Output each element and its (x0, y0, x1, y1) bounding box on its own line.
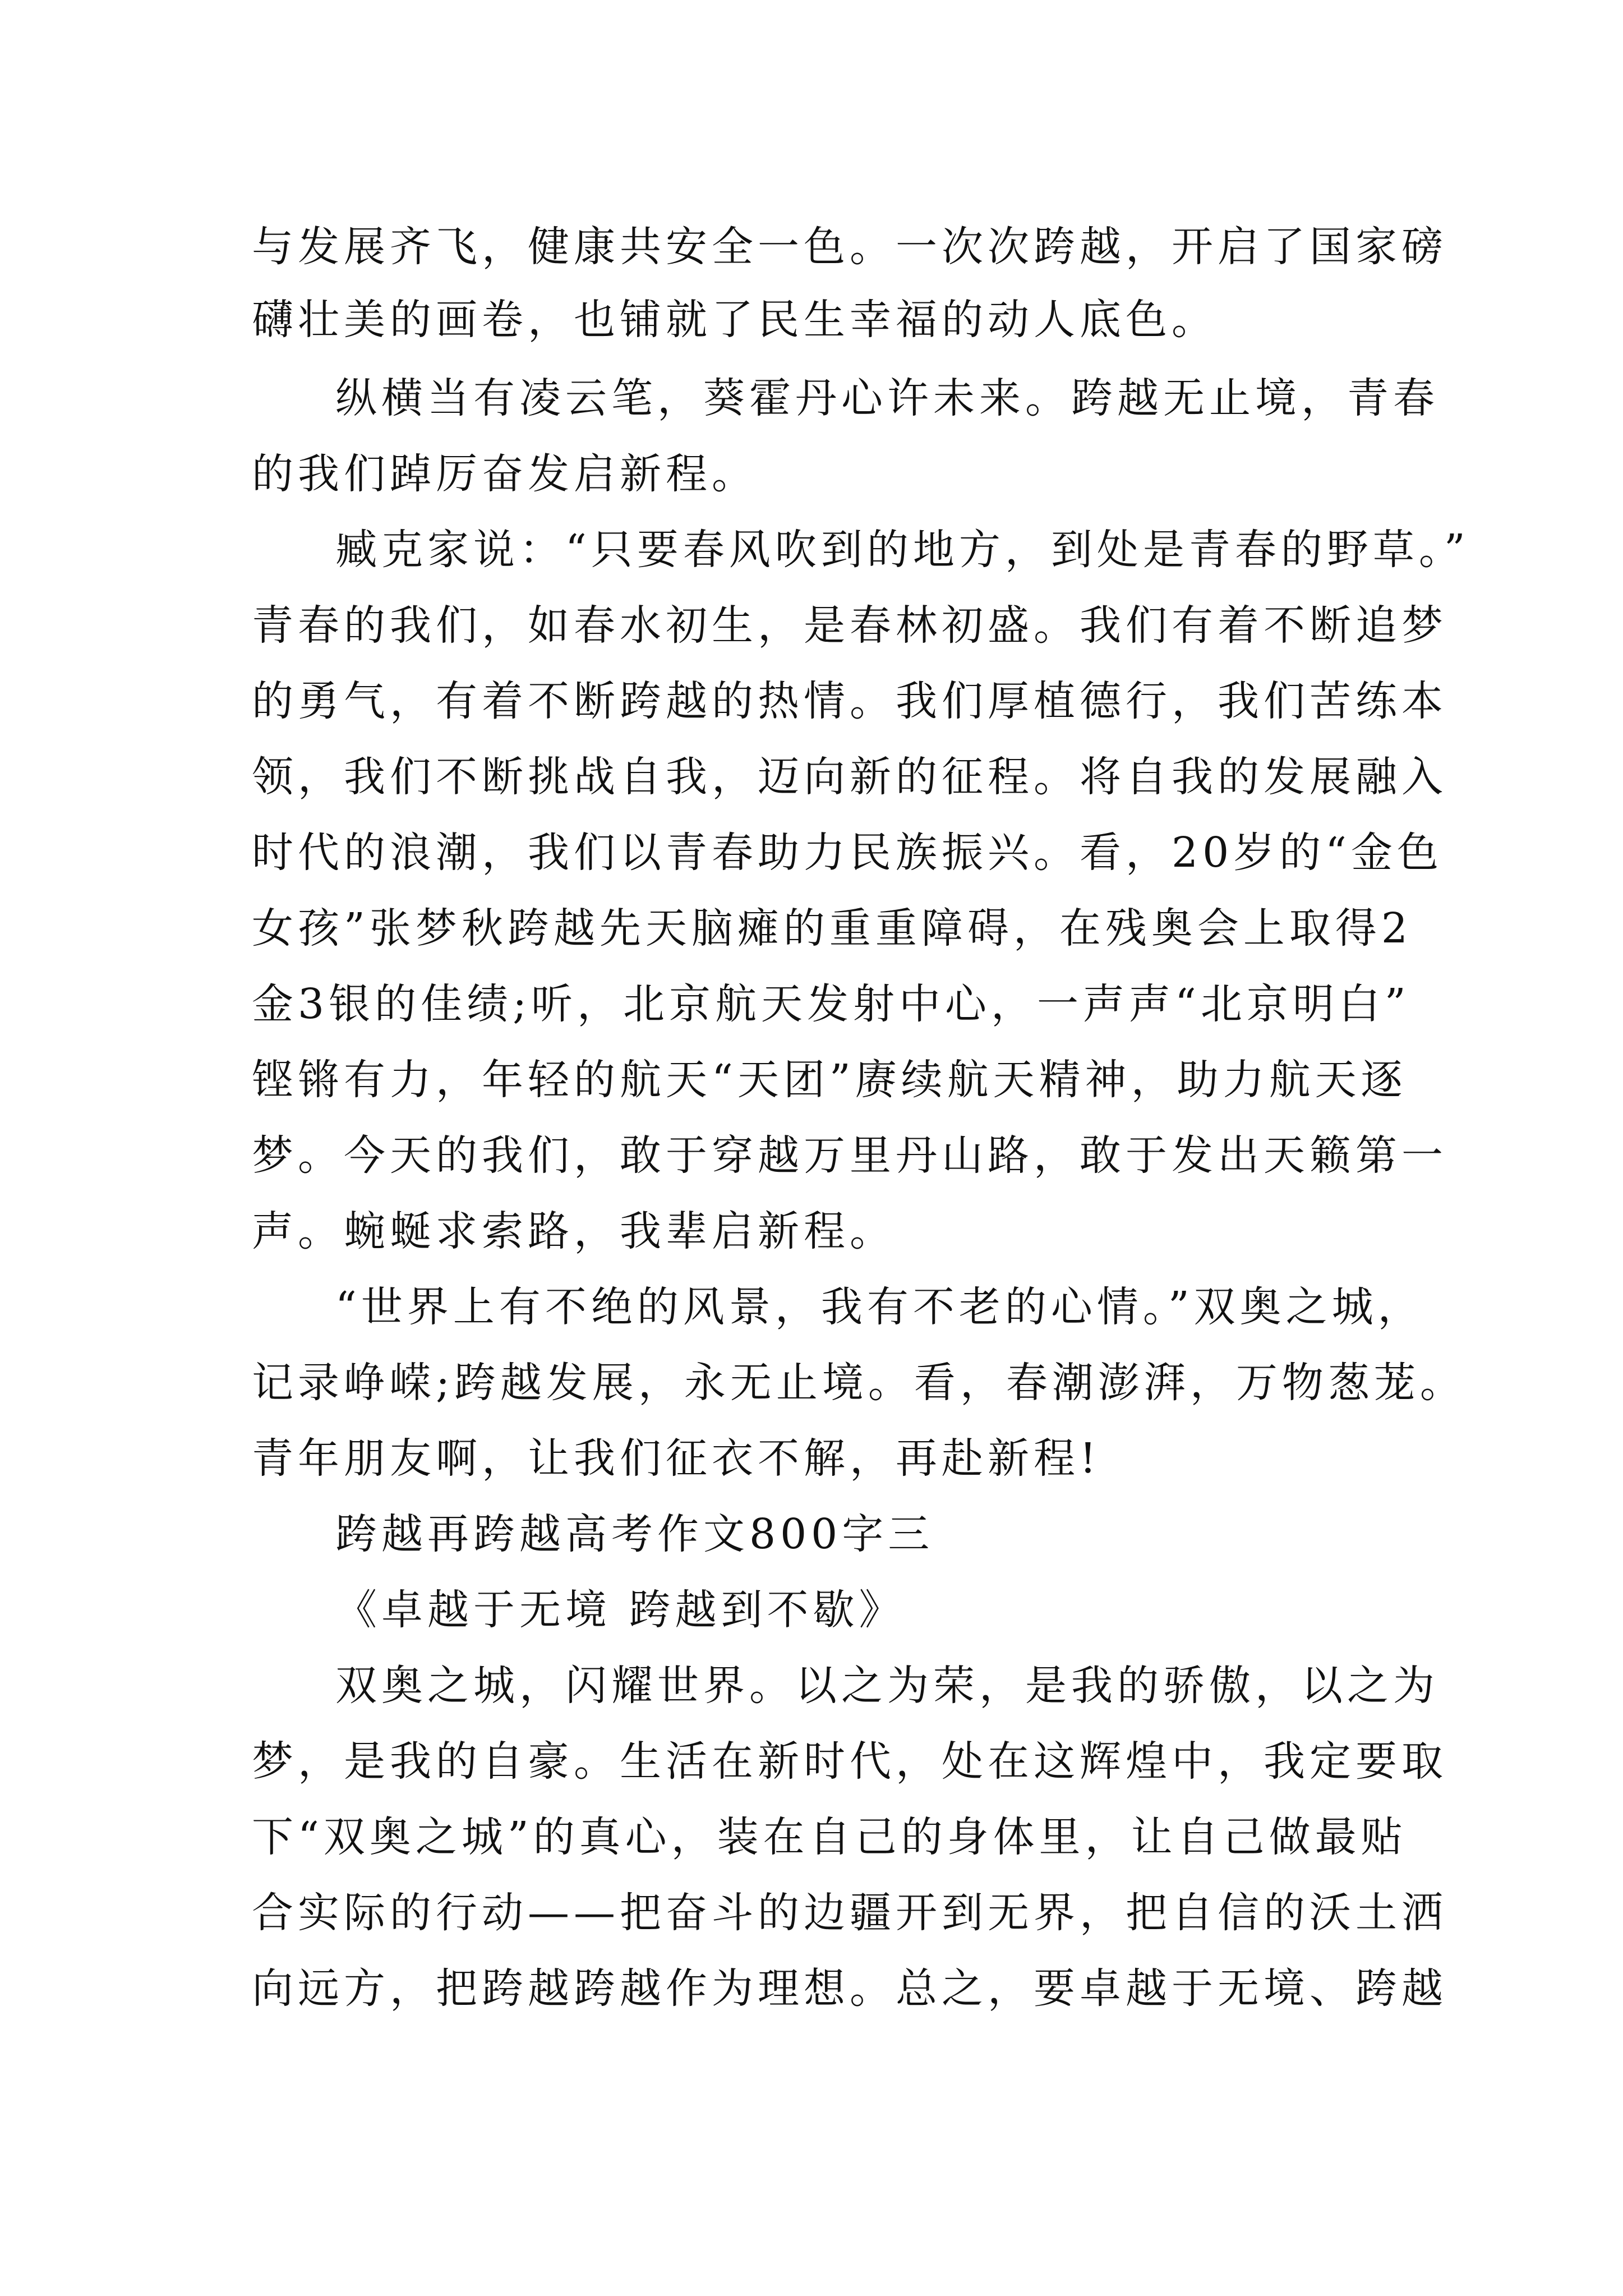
text-line: 记录峥嵘;跨越发展，永无止境。看，春潮澎湃，万物葱茏。 (252, 1359, 1466, 1407)
text-line: 铿锵有力，年轻的航天“天团”赓续航天精神，助力航天逐 (252, 1056, 1407, 1104)
text-line: 的勇气，有着不断跨越的热情。我们厚植德行，我们苦练本 (252, 677, 1447, 725)
text-line: 下“双奥之城”的真心，装在自己的身体里，让自己做最贴 (252, 1813, 1407, 1861)
text-line: 梦。今天的我们，敢于穿越万里丹山路，敢于发出天籁第一 (252, 1131, 1447, 1180)
text-line: 声。蜿蜒求索路，我辈启新程。 (252, 1207, 896, 1255)
text-line: “世界上有不绝的风景，我有不老的心情。”双奥之城， (335, 1283, 1424, 1331)
text-line: 青年朋友啊，让我们征衣不解，再赴新程! (252, 1434, 1101, 1483)
text-line: 领，我们不断挑战自我，迈向新的征程。将自我的发展融入 (252, 753, 1447, 801)
text-line: 梦，是我的自豪。生活在新时代，处在这辉煌中，我定要取 (252, 1737, 1447, 1786)
text-line: 臧克家说：“只要春风吹到的地方，到处是青春的野草。” (335, 526, 1470, 574)
text-line: 合实际的行动——把奋斗的边疆开到无界，把自信的沃土洒 (252, 1889, 1447, 1937)
text-line: 的我们踔厉奋发启新程。 (252, 450, 758, 498)
text-line: 纵横当有凌云笔，葵霍丹心许未来。跨越无止境，青春 (335, 374, 1439, 422)
section-heading: 跨越再跨越高考作文800字三 (335, 1510, 934, 1558)
text-line: 与发展齐飞，健康共安全一色。一次次跨越，开启了国家磅 (252, 223, 1447, 271)
text-line: 青春的我们，如春水初生，是春林初盛。我们有着不断追梦 (252, 601, 1447, 650)
essay-title: 《卓越于无境 跨越到不歇》 (335, 1586, 905, 1634)
text-line: 金3银的佳绩;听，北京航天发射中心，一声声“北京明白” (252, 980, 1410, 1028)
text-line: 双奥之城，闪耀世界。以之为荣，是我的骄傲，以之为 (335, 1662, 1439, 1710)
text-line: 向远方，把跨越跨越作为理想。总之，要卓越于无境、跨越 (252, 1964, 1447, 2013)
text-line: 时代的浪潮，我们以青春助力民族振兴。看，20岁的“金色 (252, 829, 1443, 877)
text-line: 女孩”张梦秋跨越先天脑瘫的重重障碍，在残奥会上取得2 (252, 904, 1412, 953)
text-line: 礴壮美的画卷，也铺就了民生幸福的动人底色。 (252, 296, 1218, 344)
